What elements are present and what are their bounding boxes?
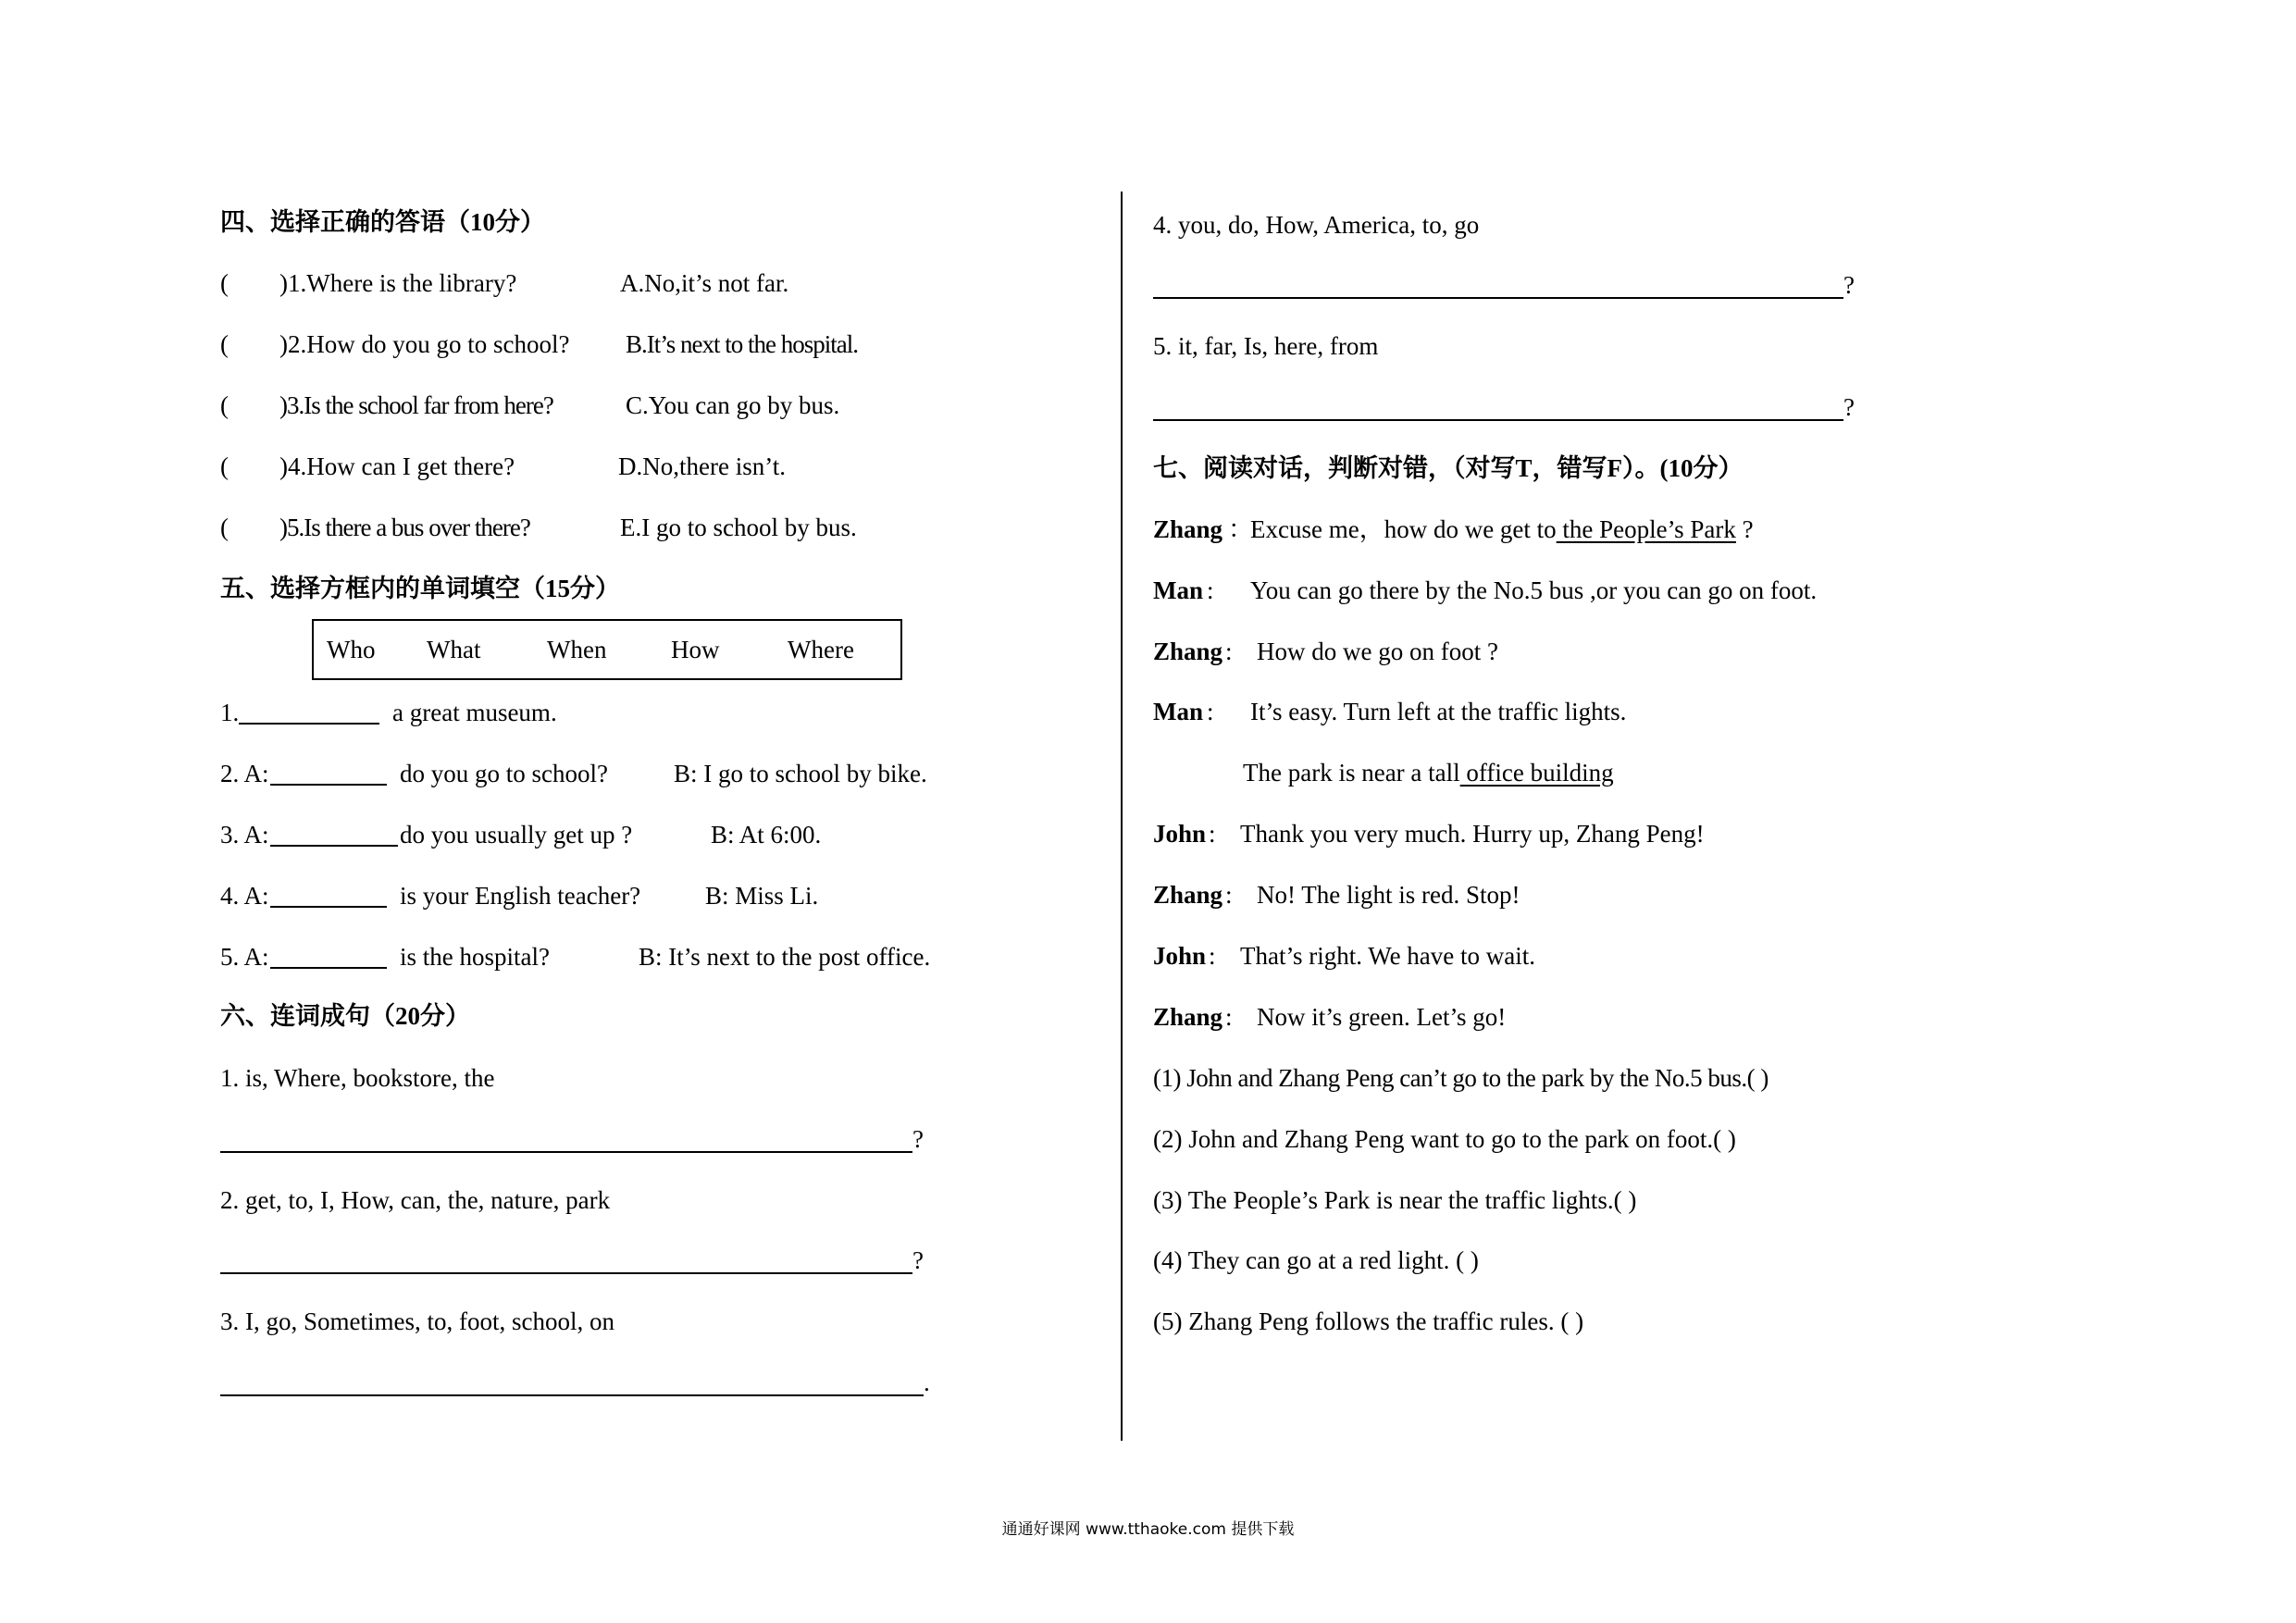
place-name: the People’s Park <box>1556 515 1736 543</box>
dialog-text: Thank you very much. Hurry up, Zhang Peng! <box>1240 820 1705 848</box>
question-text: )3.Is the school far from here? <box>279 391 553 419</box>
item-number: 5. A: <box>220 943 269 971</box>
answer-text: B: Miss Li. <box>705 882 819 910</box>
sentence-text: is the hospital? <box>400 943 550 971</box>
column-divider <box>1121 192 1123 1441</box>
word-option: When <box>547 636 607 663</box>
place-name: office building <box>1459 759 1614 787</box>
question-text: )1.Where is the library? <box>279 269 517 297</box>
speaker-name: John <box>1153 820 1207 848</box>
speaker-colon: : <box>1207 576 1214 604</box>
judge-item: (1) John and Zhang Peng can’t go to the park by the No.5 bus.( ) <box>1153 1064 1769 1092</box>
sentence-text: a great museum. <box>392 699 557 726</box>
fill-blank[interactable] <box>270 762 387 786</box>
fill-blank[interactable] <box>270 884 387 908</box>
answer-line[interactable] <box>220 1394 924 1396</box>
answer-paren: ( <box>220 269 229 297</box>
end-punctuation: . <box>924 1369 930 1396</box>
word-option: What <box>427 636 481 663</box>
option-text: A.No,it’s not far. <box>620 269 789 297</box>
judge-item: (2) John and Zhang Peng want to go to the park on foot.( ) <box>1153 1125 1736 1153</box>
speaker-colon: : <box>1225 1003 1233 1031</box>
item-number: 2. A: <box>220 760 269 787</box>
judge-item: (5) Zhang Peng follows the traffic rules. ( ) <box>1153 1307 1584 1335</box>
answer-paren: ( <box>220 330 229 358</box>
speaker-colon: : <box>1225 638 1233 665</box>
fill-blank[interactable] <box>239 700 379 725</box>
answer-line[interactable] <box>1153 419 1843 421</box>
section-4-title: 四、选择正确的答语（10分） <box>220 208 545 236</box>
word-list: 2. get, to, I, How, can, the, nature, park <box>220 1186 611 1214</box>
speaker-name: John <box>1153 942 1207 970</box>
speaker-name: Man <box>1153 698 1203 725</box>
sentence-text: is your English teacher? <box>400 882 641 910</box>
question-text: )4.How can I get there? <box>279 452 515 480</box>
word-list: 5. it, far, Is, here, from <box>1153 332 1379 360</box>
speaker-colon: : <box>1225 881 1233 909</box>
footer-text: 通通好课网 www.tthaoke.com 提供下载 <box>1001 1520 1295 1539</box>
option-text: C.You can go by bus. <box>626 391 840 419</box>
word-box <box>312 619 902 680</box>
fill-blank[interactable] <box>270 945 387 969</box>
speaker-name: Zhang <box>1153 515 1223 543</box>
answer-line[interactable] <box>1153 297 1843 299</box>
answer-line[interactable] <box>220 1151 912 1153</box>
answer-text: B: At 6:00. <box>711 821 822 849</box>
answer-paren: ( <box>220 452 229 480</box>
section-6-title: 六、连词成句（20分） <box>220 1002 470 1030</box>
dialog-text: No! The light is red. Stop! <box>1257 881 1520 909</box>
speaker-name: Zhang <box>1153 1003 1223 1031</box>
end-punctuation: ? <box>912 1246 924 1274</box>
judge-item: (4) They can go at a red light. ( ) <box>1153 1246 1479 1274</box>
sentence-text: do you usually get up ? <box>400 821 633 849</box>
word-option: Who <box>327 636 376 663</box>
option-text: B.It’s next to the hospital. <box>626 330 858 358</box>
section-7-title: 七、阅读对话，判断对错，（对写T，错写F）。(10分） <box>1153 454 1744 482</box>
word-option: How <box>671 636 720 663</box>
end-punctuation: ? <box>912 1125 924 1153</box>
judge-item: (3) The People’s Park is near the traffic lights.( ) <box>1153 1186 1637 1214</box>
dialog-text: The park is near a tall office building <box>1243 759 1614 787</box>
end-punctuation: ? <box>1843 271 1855 299</box>
speaker-name: Zhang <box>1153 638 1223 665</box>
word-option: Where <box>788 636 854 663</box>
speaker-name: Zhang <box>1153 881 1223 909</box>
word-list: 4. you, do, How, America, to, go <box>1153 211 1480 239</box>
item-number: 4. A: <box>220 882 269 910</box>
option-text: E.I go to school by bus. <box>620 514 857 541</box>
question-text: )5.Is there a bus over there? <box>279 514 530 541</box>
answer-text: B: It’s next to the post office. <box>639 943 931 971</box>
speaker-colon: ： <box>1228 515 1253 543</box>
answer-line[interactable] <box>220 1272 912 1274</box>
fill-blank[interactable] <box>270 823 398 847</box>
speaker-colon: : <box>1209 820 1216 848</box>
speaker-colon: : <box>1207 698 1214 725</box>
sentence-text: do you go to school? <box>400 760 608 787</box>
end-punctuation: ? <box>1843 393 1855 421</box>
answer-paren: ( <box>220 391 229 419</box>
speaker-colon: : <box>1209 942 1216 970</box>
section-5-title: 五、选择方框内的单词填空（15分） <box>220 575 620 602</box>
dialog-text: Now it’s green. Let’s go! <box>1257 1003 1507 1031</box>
item-number: 3. A: <box>220 821 269 849</box>
word-list: 3. I, go, Sometimes, to, foot, school, on <box>220 1307 614 1335</box>
answer-text: B: I go to school by bike. <box>674 760 927 787</box>
speaker-name: Man <box>1153 576 1203 604</box>
dialog-text: That’s right. We have to wait. <box>1240 942 1536 970</box>
dialog-text: It’s easy. Turn left at the traffic lights. <box>1250 698 1627 725</box>
dialog-text: You can go there by the No.5 bus ,or you can go on foot. <box>1250 576 1818 604</box>
answer-paren: ( <box>220 514 229 541</box>
item-number: 1. <box>220 699 240 726</box>
question-text: )2.How do you go to school? <box>279 330 570 358</box>
option-text: D.No,there isn’t. <box>618 452 786 480</box>
dialog-text: Excuse me，how do we get to the People’s Park ? <box>1250 515 1754 543</box>
word-list: 1. is, Where, bookstore, the <box>220 1064 495 1092</box>
dialog-text: How do we go on foot ? <box>1257 638 1498 665</box>
